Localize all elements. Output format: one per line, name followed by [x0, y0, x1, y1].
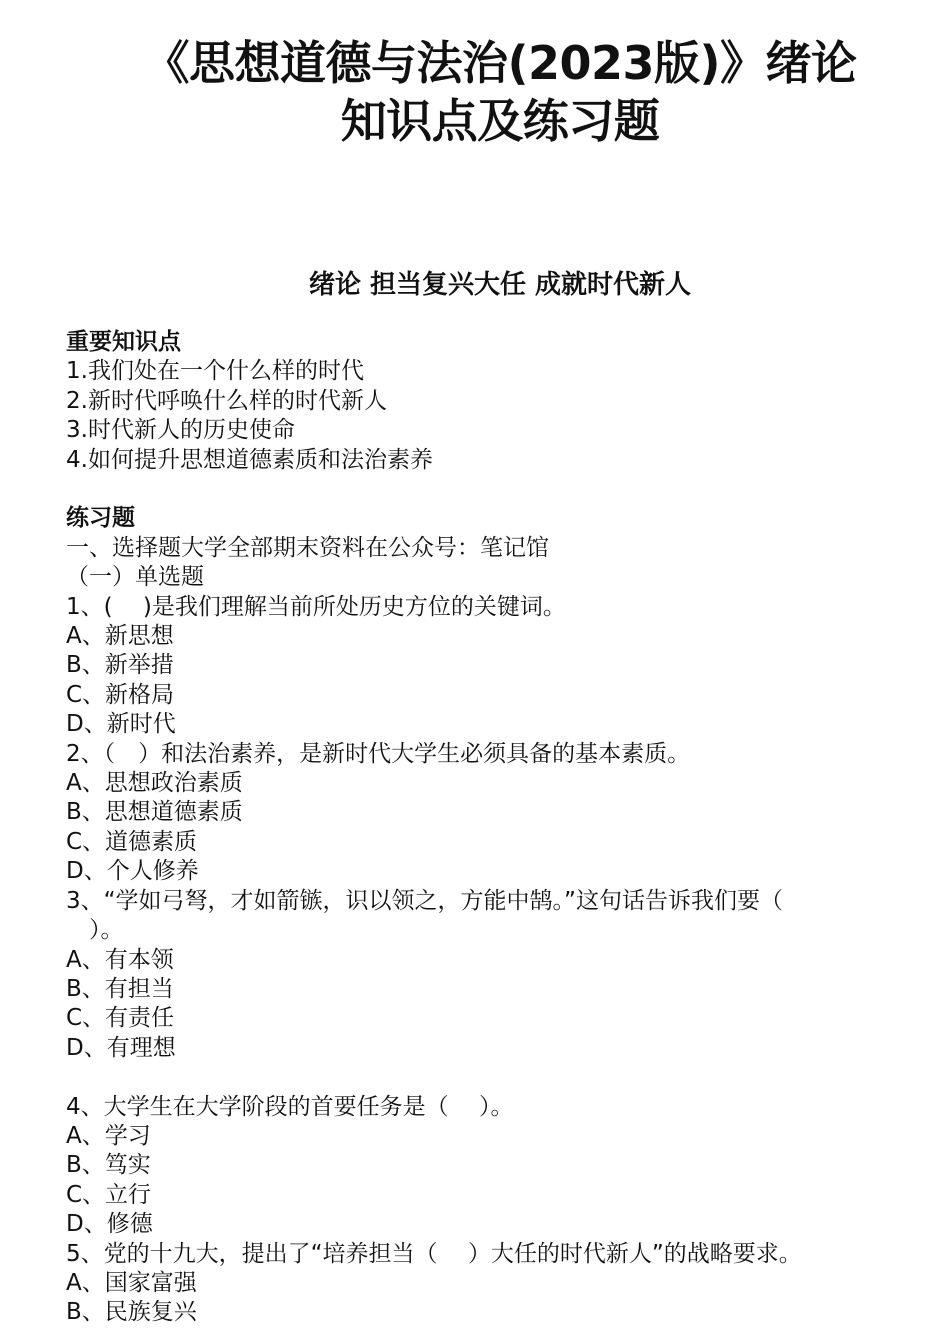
part-title: 一、选择题大学全部期末资料在公众号：笔记馆: [66, 534, 549, 561]
spacer: [66, 475, 926, 504]
question-5-option-b: B、民族复兴: [66, 1299, 197, 1326]
knowledge-item-1: 1.我们处在一个什么样的时代: [66, 358, 364, 385]
question-3-option-a: A、有本领: [66, 946, 174, 973]
spacer: [66, 1063, 926, 1092]
knowledge-heading: 重要知识点: [66, 329, 181, 355]
question-3-option-c: C、有责任: [66, 1005, 175, 1032]
knowledge-item-2: 2.新时代呼唤什么样的时代新人: [66, 387, 387, 414]
question-2-option-d: D、个人修养: [66, 858, 199, 885]
exercises-heading: 练习题: [66, 505, 135, 532]
knowledge-item-4: 4.如何提升思想道德素质和法治素养: [66, 446, 433, 473]
question-4-option-a: A、学习: [66, 1122, 151, 1149]
question-1-option-c: C、新格局: [66, 681, 175, 708]
question-1-option-d: D、新时代: [66, 711, 176, 738]
question-2-option-a: A、思想政治素质: [66, 770, 243, 797]
question-3-stem-continued: ）。: [66, 917, 124, 944]
question-3-option-b: B、有担当: [66, 975, 174, 1002]
chapter-title: 绪论 担当复兴大任 成就时代新人: [308, 270, 692, 300]
question-5-option-a: A、国家富强: [66, 1269, 197, 1296]
question-2-stem: 2、（ ）和法治素养，是新时代大学生必须具备的基本素质。: [66, 740, 691, 767]
question-4-stem: 4、大学生在大学阶段的首要任务是（ ）。: [66, 1093, 514, 1120]
question-2-option-c: C、道德素质: [66, 828, 198, 855]
document-title: [0, 34, 950, 150]
knowledge-item-3: 3.时代新人的历史使命: [66, 417, 295, 444]
question-3-stem: 3、“学如弓弩，才如箭镞，识以领之，方能中鹄。”这句话告诉我们要（: [66, 887, 783, 914]
question-4-option-b: B、笃实: [66, 1152, 151, 1179]
document-title-line-1: 《思想道德与法治(2023版)》绪论: [143, 36, 857, 90]
question-1-option-a: A、新思想: [66, 623, 174, 650]
question-4-option-d: D、修德: [66, 1211, 153, 1238]
question-1-option-b: B、新举措: [66, 652, 174, 679]
question-1-stem: 1、( )是我们理解当前所处历史方位的关键词。: [66, 593, 566, 620]
question-4-option-c: C、立行: [66, 1181, 152, 1208]
subpart-title: （一）单选题: [66, 564, 204, 591]
question-2-option-b: B、思想道德素质: [66, 799, 243, 826]
question-3-option-d: D、有理想: [66, 1034, 176, 1061]
document-body: [66, 328, 926, 1328]
document-title-line-2: 知识点及练习题: [340, 94, 660, 148]
question-5-stem: 5、党的十九大，提出了“培养担当（ ）大任的时代新人”的战略要求。: [66, 1240, 802, 1267]
